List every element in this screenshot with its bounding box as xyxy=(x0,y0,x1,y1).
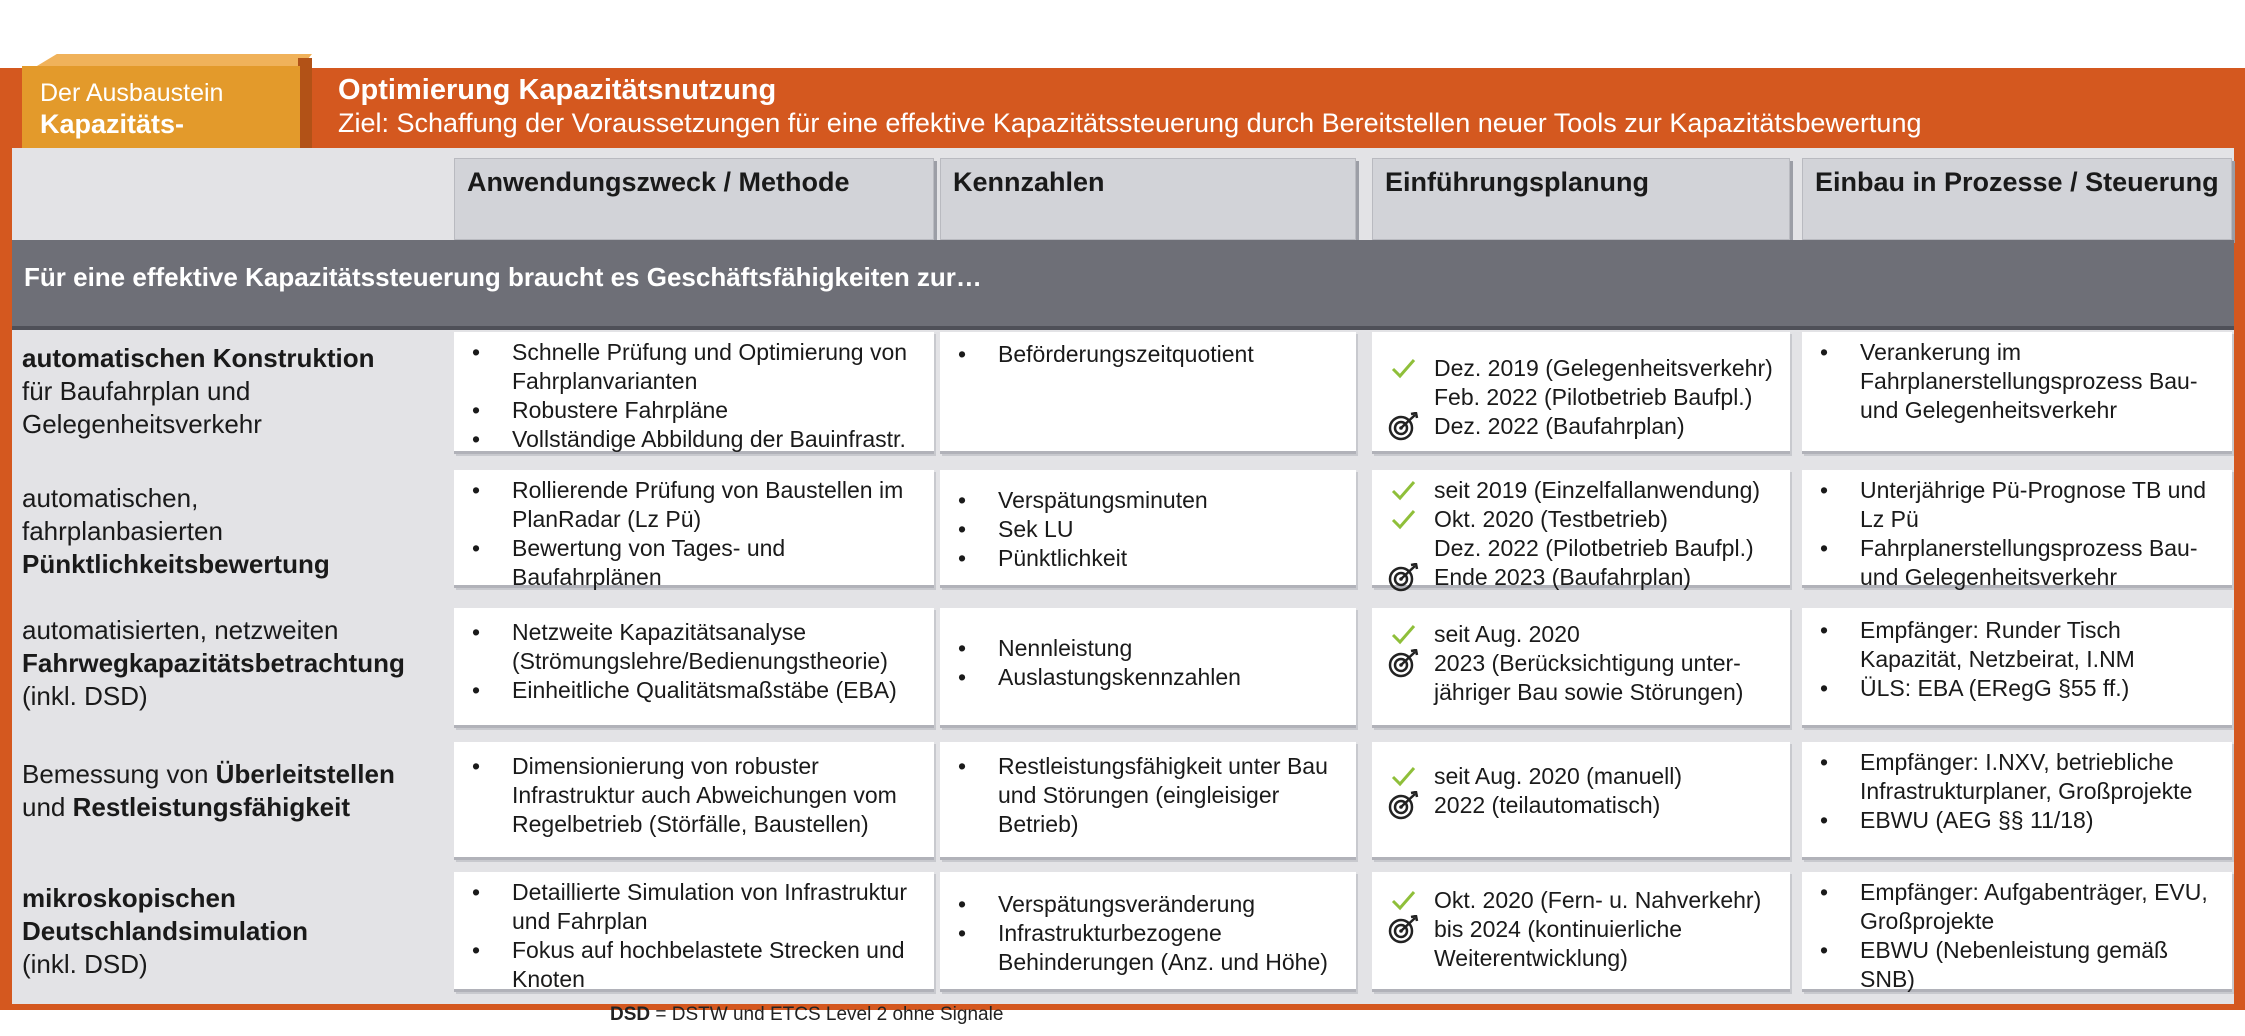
list-item: • Verspätungsminuten xyxy=(954,486,1344,515)
bullet-list xyxy=(1816,476,2220,592)
cell-row3-process xyxy=(1802,608,2232,728)
list-item: • Unterjährige Pü-Prognose TB und Lz Pü xyxy=(1816,476,2220,534)
list-item: • EBWU (AEG §§ 11/18) xyxy=(1816,806,2220,835)
row-label-4-bold-2: Restleistungsfähigkeit xyxy=(72,792,351,822)
checkmark-icon xyxy=(1388,505,1420,534)
bullet-list xyxy=(1816,616,2220,703)
list-item: • Rollierende Prüfung von Baustellen im PlanRadar (Lz Pü) xyxy=(468,476,922,534)
plan-item xyxy=(1386,354,1778,383)
bullet-list xyxy=(954,340,1344,369)
plan-item-text: seit 2019 (Einzelfallanwendung) xyxy=(1434,477,1761,503)
plan-item-text: jähriger Bau sowie Störungen) xyxy=(1434,679,1744,705)
cell-row3-kpis xyxy=(940,608,1356,728)
row-label-3-line-3: (inkl. DSD) xyxy=(22,681,148,711)
row-label-4 xyxy=(22,758,442,824)
bullet-list xyxy=(1816,748,2220,835)
list-item: • Nennleistung xyxy=(954,634,1344,663)
intro-bar-text: Für eine effektive Kapazitätssteuerung braucht es Geschäftsfähigkeiten zur… xyxy=(24,262,982,292)
row-label-1 xyxy=(22,342,442,441)
row-label-3-line-1: automatisierten, netzweiten xyxy=(22,615,339,645)
plan-item-text: 2023 (Berücksichtigung unter- xyxy=(1434,650,1741,676)
plan-item xyxy=(1386,762,1778,791)
bullet-list xyxy=(468,476,922,592)
plan-item-text: Okt. 2020 (Testbetrieb) xyxy=(1434,506,1668,532)
plan-item xyxy=(1386,791,1778,820)
target-icon xyxy=(1388,563,1420,592)
list-item: • ÜLS: EBA (ERegG §55 ff.) xyxy=(1816,674,2220,703)
list-item: • Sek LU xyxy=(954,515,1344,544)
cell-row2-process xyxy=(1802,470,2232,588)
plan-item xyxy=(1386,886,1778,915)
list-item: • Auslastungskennzahlen xyxy=(954,663,1344,692)
plan-item xyxy=(1386,534,1778,563)
plan-item-text: bis 2024 (kontinuierliche xyxy=(1434,916,1683,942)
plan-item-text: 2022 (teilautomatisch) xyxy=(1434,792,1661,818)
list-item: • Beförderungszeitquotient xyxy=(954,340,1344,369)
row-label-4-and: und xyxy=(22,792,73,822)
target-icon xyxy=(1388,791,1420,820)
list-item: • Empfänger: I.NXV, betriebliche Infrastrukturplaner, Großprojekte xyxy=(1816,748,2220,806)
row-label-2-line-3: Pünktlichkeitsbewertung xyxy=(22,549,330,579)
intro-bar xyxy=(12,240,2234,326)
list-item: • Fokus auf hochbelastete Strecken und Knoten xyxy=(468,936,922,994)
footnote-text: = DSTW und ETCS Level 2 ohne Signale xyxy=(650,1004,1004,1025)
footnote xyxy=(610,1004,1003,1026)
plan-item xyxy=(1386,678,1778,707)
plan-item-text: Dez. 2022 (Pilotbetrieb Baufpl.) xyxy=(1434,535,1754,561)
plan-item-text: Ende 2023 (Baufahrplan) xyxy=(1434,564,1692,590)
list-item: • Verankerung im Fahrplanerstellungsprozess Bau- und Gelegenheitsverkehr xyxy=(1816,338,2220,425)
cell-row1-plan xyxy=(1372,332,1790,454)
plan-item xyxy=(1386,649,1778,678)
row-label-4-prefix: Bemessung von xyxy=(22,759,216,789)
row-label-1-line-3: Gelegenheitsverkehr xyxy=(22,409,262,439)
plan-item-text: Weiterentwicklung) xyxy=(1434,945,1628,971)
plan-item xyxy=(1386,412,1778,441)
badge-line-2: Kapazitäts- xyxy=(40,109,185,139)
list-item: • Empfänger: Runder Tisch Kapazität, Netzbeirat, I.NM xyxy=(1816,616,2220,674)
plan-item-text: Dez. 2019 (Gelegenheitsverkehr) xyxy=(1434,355,1773,381)
cell-row5-method xyxy=(454,872,934,992)
column-header-method: Anwendungszweck / Methode xyxy=(454,158,934,240)
row-label-2 xyxy=(22,482,442,581)
list-item: • Schnelle Prüfung und Optimierung von Fahrplanvarianten xyxy=(468,338,922,396)
list-item: • Fahrplanerstellungsprozess Bau- und Gelegenheitsverkehr xyxy=(1816,534,2220,592)
plan-item-text: Dez. 2022 (Baufahrplan) xyxy=(1434,413,1685,439)
row-label-5-line-3: (inkl. DSD) xyxy=(22,949,148,979)
badge-line-1: Der Ausbaustein xyxy=(40,79,224,107)
cell-row2-method xyxy=(454,470,934,588)
bullet-list xyxy=(1816,338,2220,425)
cell-row5-plan xyxy=(1372,872,1790,992)
target-icon xyxy=(1388,412,1420,441)
bullet-list xyxy=(1816,878,2220,994)
cell-row1-kpis xyxy=(940,332,1356,454)
bullet-list xyxy=(954,752,1344,839)
cell-row4-plan xyxy=(1372,742,1790,860)
list-item: • Bewertung von Tages- und Baufahrplänen xyxy=(468,534,922,592)
plan-item-text: Okt. 2020 (Fern- u. Nahverkehr) xyxy=(1434,887,1762,913)
list-item: • Pünktlichkeit xyxy=(954,544,1344,573)
cell-row4-process xyxy=(1802,742,2232,860)
plan-item xyxy=(1386,563,1778,592)
cell-row1-method xyxy=(454,332,934,454)
cell-row1-process xyxy=(1802,332,2232,454)
checkmark-icon xyxy=(1388,886,1420,915)
list-item: • Einheitliche Qualitätsmaßstäbe (EBA) xyxy=(468,676,922,705)
bullet-list xyxy=(468,752,922,839)
cell-row5-process xyxy=(1802,872,2232,992)
plan-item-text: seit Aug. 2020 xyxy=(1434,621,1580,647)
footnote-abbr: DSD xyxy=(610,1004,651,1025)
checkmark-icon xyxy=(1388,354,1420,383)
checkmark-icon xyxy=(1388,762,1420,791)
list-item: • Dimensionierung von robuster Infrastruktur auch Abweichungen vom Regelbetrieb (Störfälle, Baustellen) xyxy=(468,752,922,839)
row-label-5-line-2: Deutschlandsimulation xyxy=(22,916,309,946)
bullet-list xyxy=(954,890,1344,977)
cell-row4-method xyxy=(454,742,934,860)
page-title: Optimierung Kapazitätsnutzung xyxy=(338,74,777,106)
bullet-list xyxy=(468,338,922,454)
column-header-process: Einbau in Prozesse / Steuerung xyxy=(1802,158,2232,240)
plan-item xyxy=(1386,383,1778,412)
plan-item-text: Feb. 2022 (Pilotbetrieb Baufpl.) xyxy=(1434,384,1753,410)
list-item: • Verspätungsveränderung xyxy=(954,890,1344,919)
cell-row3-plan xyxy=(1372,608,1790,728)
plan-item xyxy=(1386,915,1778,944)
bullet-list xyxy=(954,486,1344,573)
list-item: • EBWU (Nebenleistung gemäß SNB) xyxy=(1816,936,2220,994)
plan-item xyxy=(1386,944,1778,973)
cell-row3-method xyxy=(454,608,934,728)
target-icon xyxy=(1388,915,1420,944)
row-label-1-line-2: für Baufahrplan und xyxy=(22,376,251,406)
list-item: • Restleistungsfähigkeit unter Bau und Störungen (eingleisiger Betrieb) xyxy=(954,752,1344,839)
list-item: • Netzweite Kapazitätsanalyse (Strömungslehre/Bedienungstheorie) xyxy=(468,618,922,676)
cell-row2-kpis xyxy=(940,470,1356,588)
cell-row5-kpis xyxy=(940,872,1356,992)
plan-item xyxy=(1386,505,1778,534)
list-item: • Detaillierte Simulation von Infrastruktur und Fahrplan xyxy=(468,878,922,936)
checkmark-icon xyxy=(1388,620,1420,649)
column-header-kpis: Kennzahlen xyxy=(940,158,1356,240)
checkmark-icon xyxy=(1388,476,1420,505)
row-label-1-line-1: automatischen Konstruktion xyxy=(22,343,375,373)
row-label-2-line-2: fahrplanbasierten xyxy=(22,516,223,546)
list-item: • Infrastrukturbezogene Behinderungen (Anz. und Höhe) xyxy=(954,919,1344,977)
row-label-2-line-1: automatischen, xyxy=(22,483,199,513)
bullet-list xyxy=(954,634,1344,692)
list-item: • Vollständige Abbildung der Bauinfrastr. xyxy=(468,425,922,454)
page-subtitle: Ziel: Schaffung der Voraussetzungen für eine effektive Kapazitätssteuerung durch Bereitstellen neuer Tools zur Kapazitätsbewertung xyxy=(338,108,1922,138)
cell-row4-kpis xyxy=(940,742,1356,860)
row-label-3-line-2: Fahrwegkapazitätsbetrachtung xyxy=(22,648,405,678)
cell-row2-plan xyxy=(1372,470,1790,588)
plan-item-text: seit Aug. 2020 (manuell) xyxy=(1434,763,1683,789)
bullet-list xyxy=(468,618,922,705)
row-label-4-bold: Überleitstellen xyxy=(215,759,395,789)
plan-item xyxy=(1386,476,1778,505)
row-label-5-line-1: mikroskopischen xyxy=(22,883,236,913)
row-label-5 xyxy=(22,882,442,981)
plan-item xyxy=(1386,620,1778,649)
bullet-list xyxy=(468,878,922,994)
target-icon xyxy=(1388,649,1420,678)
list-item: • Robustere Fahrpläne xyxy=(468,396,922,425)
list-item: • Empfänger: Aufgabenträger, EVU, Großprojekte xyxy=(1816,878,2220,936)
column-header-planning: Einführungsplanung xyxy=(1372,158,1790,240)
row-label-3 xyxy=(22,614,442,713)
